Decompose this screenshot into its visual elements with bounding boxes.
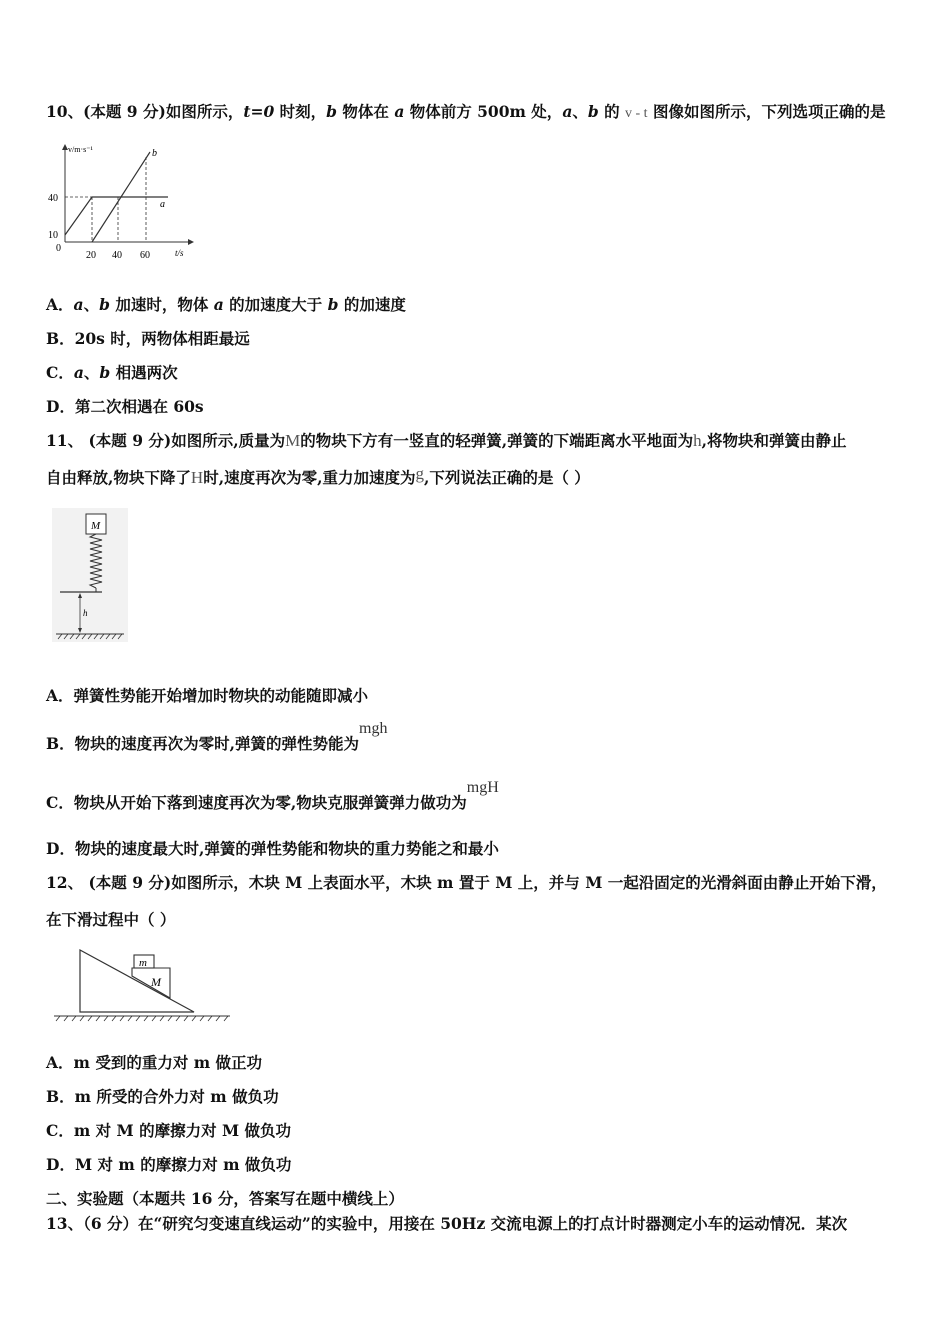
small-block-label: m bbox=[139, 957, 147, 969]
block-label: M bbox=[91, 520, 101, 532]
q10-stem: 10、(本题 9 分)如图所示，t=0 时刻，b 物体在 a 物体前方 500m 处，a、b 的 v - t 图像如图所示，下列选项正确的是 bbox=[46, 102, 886, 121]
q13-stem: 13、（6 分）在“研究匀变速直线运动”的实验中，用接在 50Hz 交流电源上的打点计时器测定小车的运动情况．某次 bbox=[46, 1214, 848, 1233]
q11-option-a[interactable]: A．弹簧性势能开始增加时物块的动能随即减小 bbox=[46, 686, 369, 705]
graph-xtick-20: 20 bbox=[86, 250, 96, 261]
q11-stem-line2: 自由释放,物块下降了H时,速度再次为零,重力加速度为g,下列说法正确的是（ ） bbox=[46, 464, 590, 487]
section-2-heading: 二、实验题（本题共 16 分，答案写在题中横线上） bbox=[46, 1189, 404, 1208]
graph-label-a: a bbox=[160, 199, 165, 210]
graph-origin: 0 bbox=[56, 243, 61, 254]
q12-stem-line2: 在下滑过程中（ ） bbox=[46, 910, 176, 929]
q10-option-d[interactable]: D．第二次相遇在 60s bbox=[46, 397, 204, 416]
q12-stem-line1: 12、 (本题 9 分)如图所示，木块 M 上表面水平，木块 m 置于 M 上，并与 M 一起沿固定的光滑斜面由静止开始下滑， bbox=[46, 873, 887, 892]
q12-option-b[interactable]: B．m 所受的合外力对 m 做负功 bbox=[46, 1087, 279, 1106]
height-label: h bbox=[83, 608, 88, 618]
big-block-label: M bbox=[151, 975, 161, 989]
q10-option-c[interactable]: C．a、b 相遇两次 bbox=[46, 363, 178, 382]
q11-option-d[interactable]: D．物块的速度最大时,弹簧的弹性势能和物块的重力势能之和最小 bbox=[46, 839, 499, 858]
graph-label-b: b bbox=[152, 148, 157, 159]
q11-option-c[interactable]: C．物块从开始下落到速度再次为零,物块克服弹簧弹力做功为mgH bbox=[46, 779, 499, 812]
q11-spring-figure bbox=[52, 508, 128, 642]
q11-option-b[interactable]: B．物块的速度再次为零时,弹簧的弹性势能为mgh bbox=[46, 720, 388, 753]
q10-option-b[interactable]: B．20s 时，两物体相距最远 bbox=[46, 329, 250, 348]
graph-xtick-40: 40 bbox=[112, 250, 122, 261]
q12-option-d[interactable]: D．M 对 m 的摩擦力对 m 做负功 bbox=[46, 1155, 292, 1174]
graph-xlabel: t/s bbox=[175, 248, 184, 258]
q12-incline-figure bbox=[54, 946, 234, 1024]
q11-stem-line1: 11、 (本题 9 分)如图所示,质量为M的物块下方有一竖直的轻弹簧,弹簧的下端距离水平地面为h,将物块和弹簧由静止 bbox=[46, 431, 847, 450]
q10-option-a[interactable]: A．a、b 加速时，物体 a 的加速度大于 b 的加速度 bbox=[46, 295, 406, 314]
q10-vt-graph bbox=[40, 140, 200, 265]
graph-ylabel: v/m·s⁻¹ bbox=[68, 145, 93, 154]
graph-xtick-60: 60 bbox=[140, 250, 150, 261]
graph-ytick-40: 40 bbox=[48, 193, 58, 204]
q12-option-c[interactable]: C．m 对 M 的摩擦力对 M 做负功 bbox=[46, 1121, 292, 1140]
graph-ytick-10: 10 bbox=[48, 230, 58, 241]
q12-option-a[interactable]: A．m 受到的重力对 m 做正功 bbox=[46, 1053, 263, 1072]
